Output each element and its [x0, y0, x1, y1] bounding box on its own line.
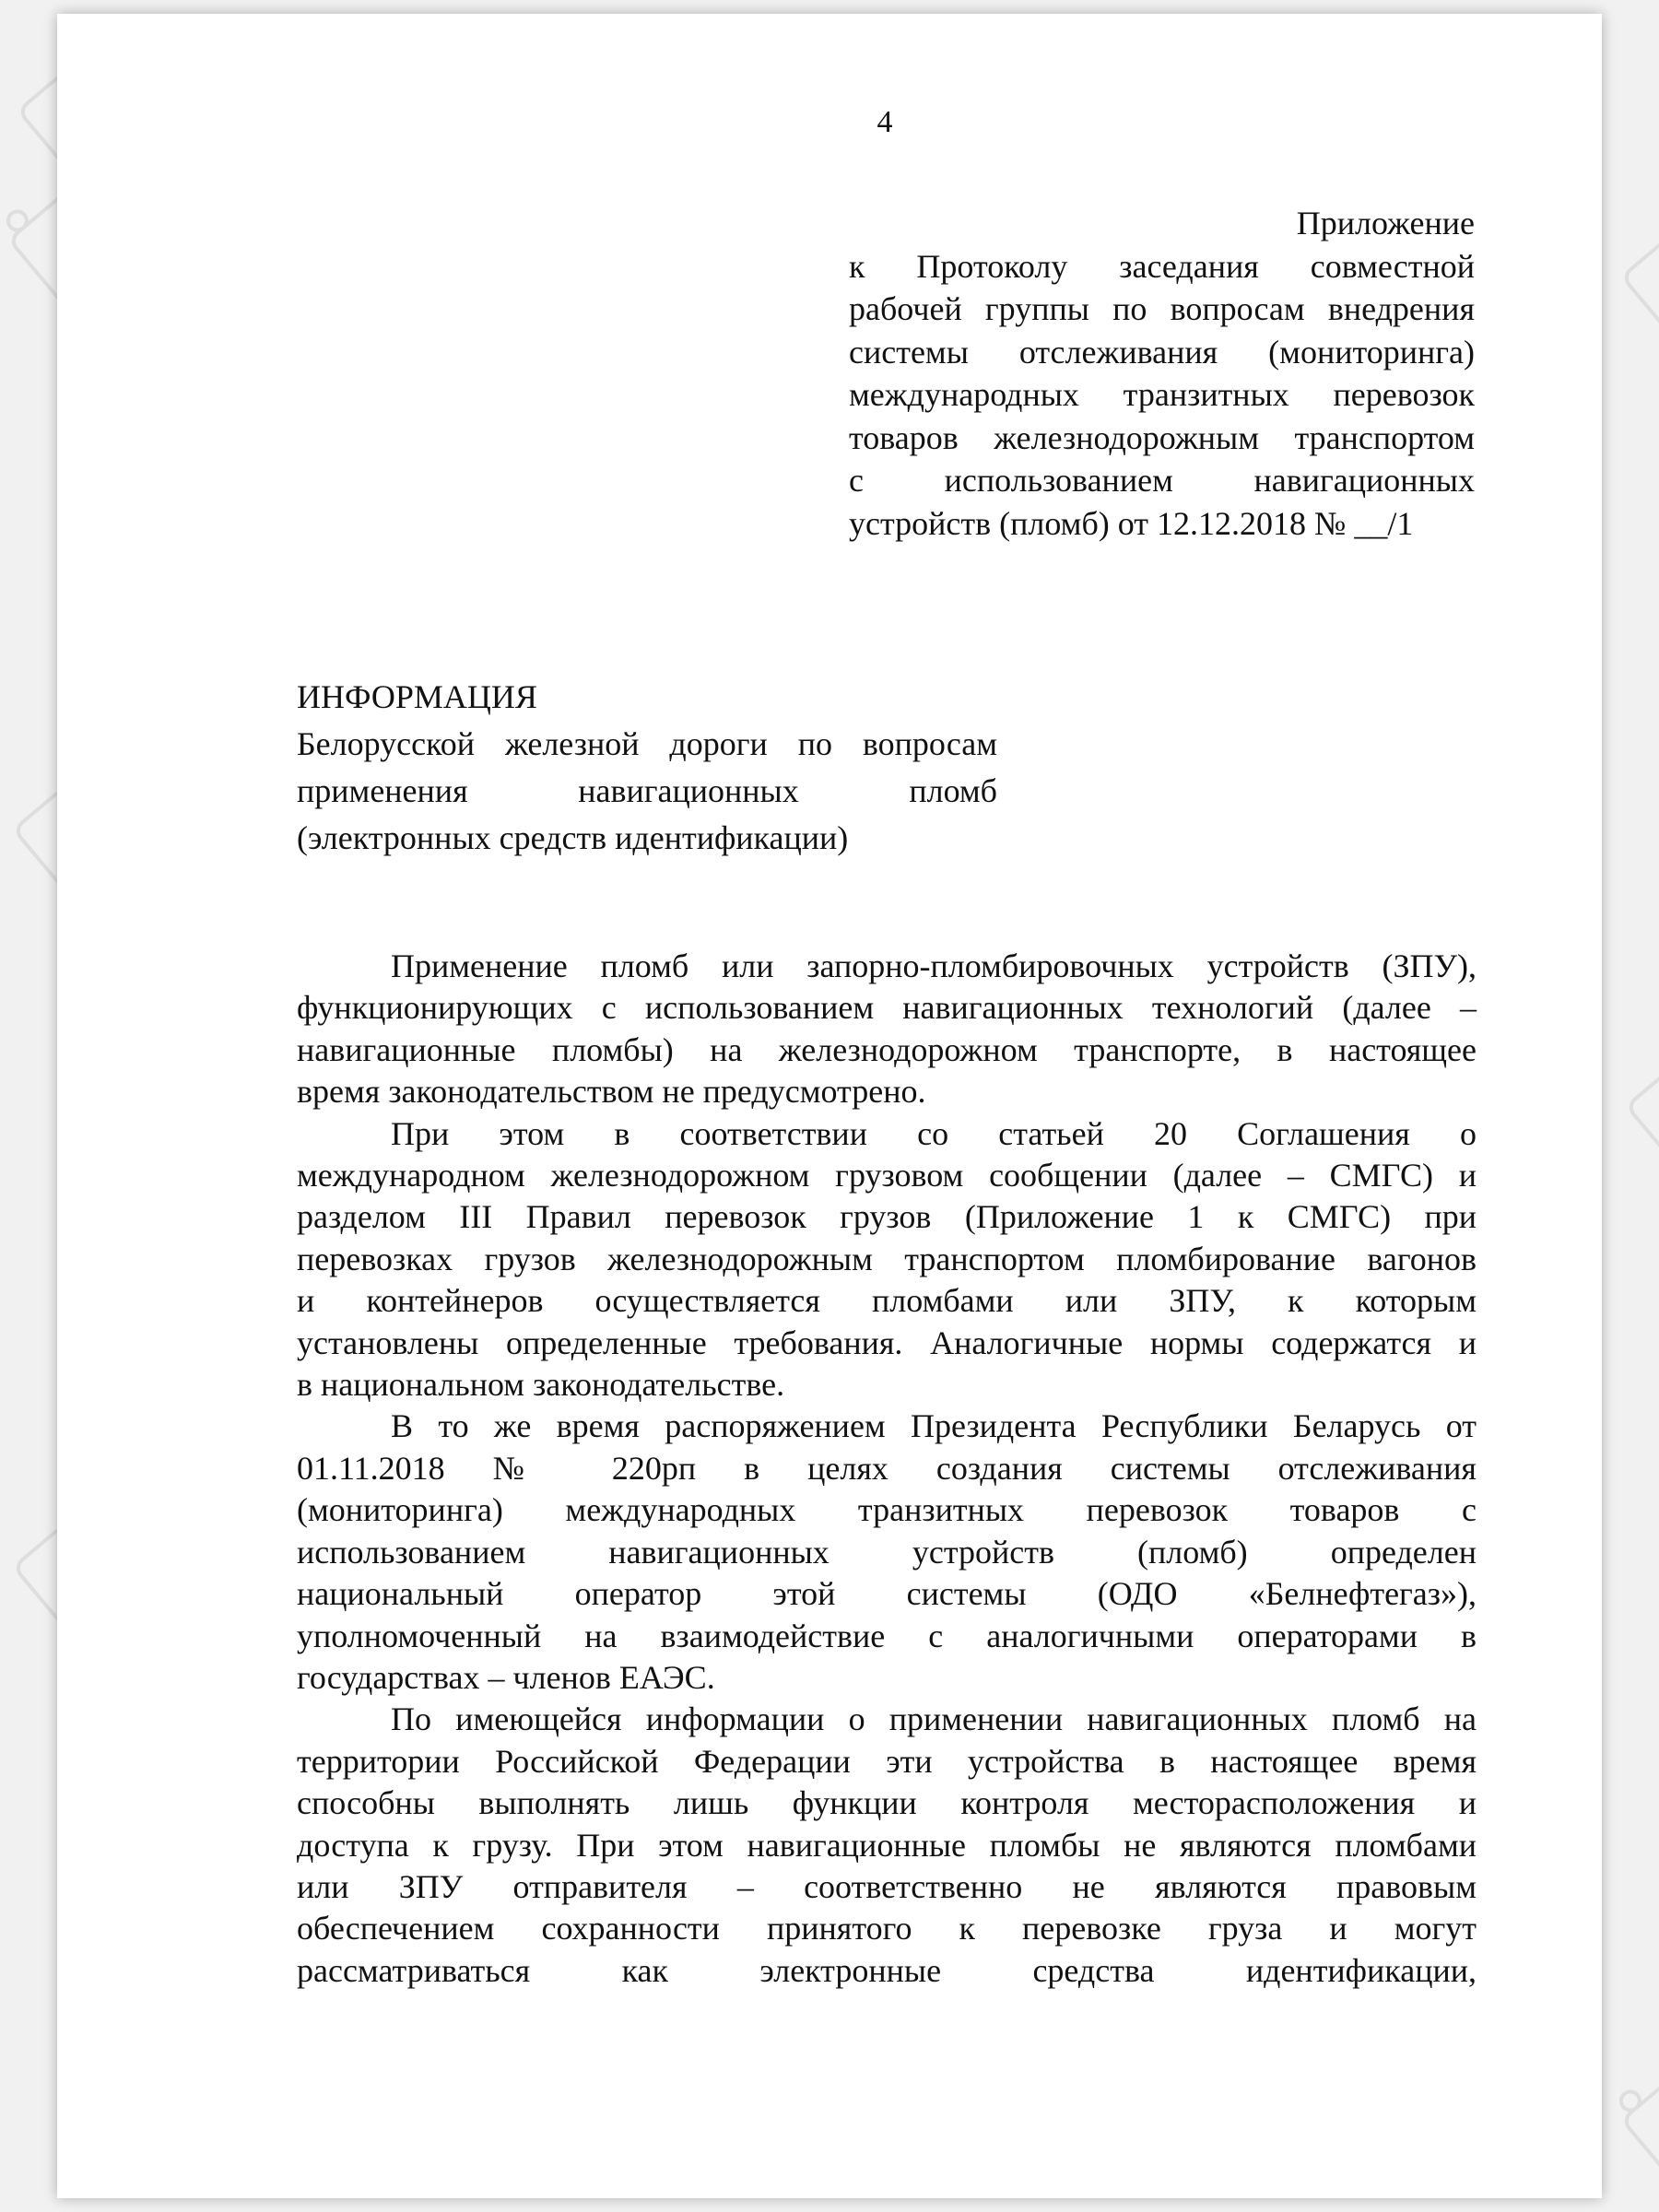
appendix-line: рабочей группы по вопросам внедрения — [849, 290, 1475, 327]
paragraph-line: и контейнеров осуществляется пломбами или ЗПУ, к которым — [297, 1282, 1477, 1320]
paragraph-line: в национальном законодательстве. — [297, 1366, 785, 1404]
appendix-line: Приложение — [1296, 205, 1475, 241]
paragraph-line: функционирующих с использованием навигационных технологий (далее – — [297, 989, 1477, 1027]
heading-subtitle-line: (электронных средств идентификации) — [297, 819, 849, 856]
paragraph-line: способны выполнять лишь функции контроля месторасположения и — [297, 1784, 1477, 1822]
paragraph-line: Применение пломб или запорно-пломбировочных устройств (ЗПУ), — [391, 947, 1477, 984]
paragraph-line: При этом в соответствии со статьей 20 Соглашения о — [391, 1114, 1477, 1152]
paragraph-line: территории Российской Федерации эти устройства в настоящее время — [297, 1742, 1477, 1780]
appendix-line: товаров железнодорожным транспортом — [849, 418, 1475, 456]
paragraph-line: (мониторинга) международных транзитных перевозок товаров с — [297, 1491, 1477, 1529]
appendix-caption — [849, 202, 1475, 545]
paragraph-line: установлены определенные требования. Аналогичные нормы содержатся и — [297, 1324, 1477, 1361]
heading-subtitle-line: Белорусской железной дороги по вопросам — [297, 725, 997, 762]
paragraph-line: доступа к грузу. При этом навигационные пломбы не являются пломбами — [297, 1826, 1477, 1864]
appendix-line: системы отслеживания (мониторинга) — [849, 333, 1475, 371]
paragraph-line: или ЗПУ отправителя – соответственно не являются правовым — [297, 1867, 1477, 1905]
paragraph-line: 01.11.2018 № 220рп в целях создания системы отслеживания — [297, 1449, 1477, 1487]
paragraph-line: время законодательством не предусмотрено. — [297, 1073, 926, 1111]
paragraph-line: По имеющейся информации о применении навигационных пломб на — [391, 1700, 1477, 1738]
heading-subtitle-line: применения навигационных пломб — [297, 772, 997, 809]
paragraph-line: уполномоченный на взаимодействие с аналогичными операторами в — [297, 1617, 1477, 1654]
document-heading — [297, 674, 997, 862]
heading-title: ИНФОРМАЦИЯ — [297, 678, 537, 715]
paragraph-line: международном железнодорожном грузовом сообщении (далее – СМГС) и — [297, 1157, 1477, 1194]
appendix-line: устройств (пломб) от 12.12.2018 № __/1 — [849, 504, 1414, 542]
paragraph-line: национальный оператор этой системы (ОДО «Белнефтегаз»), — [297, 1575, 1477, 1613]
paragraph-line: обеспечением сохранности принятого к перевозке груза и могут — [297, 1910, 1477, 1947]
paragraph-line: использованием навигационных устройств (пломб) определен — [297, 1533, 1477, 1571]
appendix-line: к Протоколу заседания совместной — [849, 247, 1475, 285]
paragraph-line: перевозках грузов железнодорожным транспортом пломбирование вагонов — [297, 1240, 1477, 1277]
paragraph-line: разделом III Правил перевозок грузов (Приложение 1 к СМГС) при — [297, 1198, 1477, 1236]
paragraph-line: рассматриваться как электронные средства идентификации, — [297, 1951, 1477, 1989]
appendix-line: международных транзитных перевозок — [849, 376, 1475, 413]
appendix-line: с использованием навигационных — [849, 462, 1475, 499]
page-number: 4 — [877, 105, 893, 139]
paragraph-line: В то же время распоряжением Президента Республики Беларусь от — [391, 1407, 1477, 1445]
paragraph-line: государствах – членов ЕАЭС. — [297, 1658, 715, 1696]
paragraph-line: навигационные пломбы) на железнодорожном транспорте, в настоящее — [297, 1030, 1477, 1068]
document-body — [297, 946, 1477, 1992]
